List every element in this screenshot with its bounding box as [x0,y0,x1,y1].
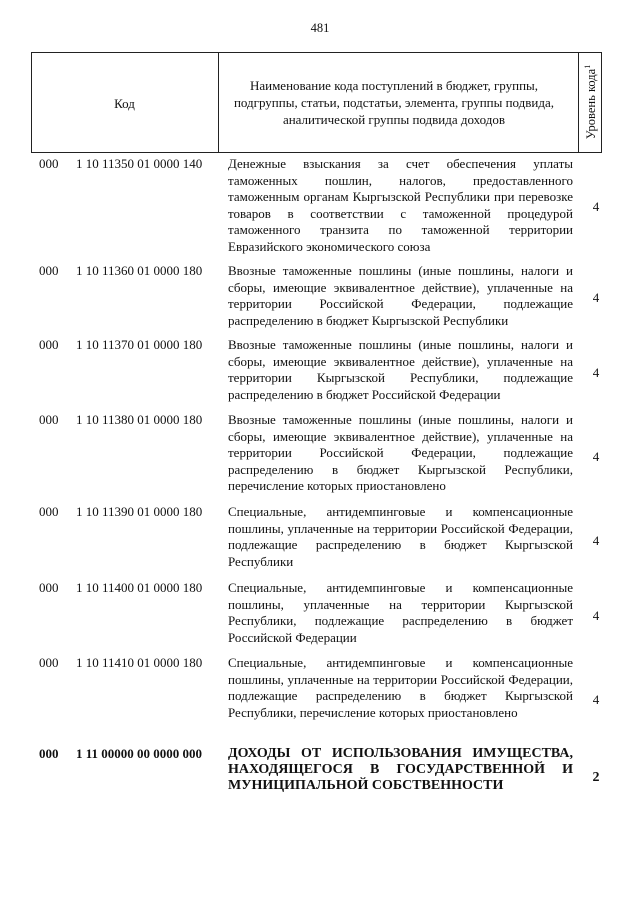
row-code: 1 10 11380 01 0000 180 [76,412,203,427]
row-prefix: 000 [39,156,59,171]
row-code: 1 10 11400 01 0000 180 [76,580,203,595]
row-level: 4 [592,365,600,380]
row-level: 4 [592,608,600,623]
page-number: 481 [310,21,330,35]
row-level: 4 [592,199,600,214]
row-level: 4 [592,692,600,707]
row-code: 1 10 11360 01 0000 180 [76,263,203,278]
row-prefix: 000 [39,655,59,670]
row-prefix: 000 [39,412,59,427]
row-prefix: 000 [39,746,59,761]
row-level: 4 [592,290,600,305]
header-name-label: Наименование кода поступлений в бюджет, группы, подгруппы, статьи, подстатьи, элемента, группы подвида, аналитической группы подвида доходов [233,78,555,127]
row-name: Ввозные таможенные пошлины (иные пошлины, налоги и сборы, имеющие эквивалентное действие), уплаченные на территории Российской Федерации, подлежащие распределению в бюджет Кыргызской Республики, перечисление которых приостановлено [228,412,573,493]
row-prefix: 000 [39,263,59,278]
header-code-label: Код [114,96,135,111]
row-level: 2 [592,770,600,785]
row-name: Денежные взыскания за счет обеспечения уплаты таможенных пошлин, налогов, предоставленного таможенным органам Кыргызской Республики при перевозке товаров в соответствии с таможенной процедурой таможенного транзита по таможенной территории Евразийского экономического союза [228,156,573,254]
header-level-cell [579,52,602,151]
row-level: 4 [592,449,600,464]
row-code: 1 10 11390 01 0000 180 [76,504,203,519]
row-name: Специальные, антидемпинговые и компенсационные пошлины, уплаченные на территории Российской Федерации, подлежащие распределению в бюджет Кыргызской Республики, перечисление которых приостановлено [228,655,573,720]
table-header [31,52,602,153]
row-code: 1 11 00000 00 0000 000 [76,746,203,761]
row-name: Ввозные таможенные пошлины (иные пошлины, налоги и сборы, имеющие эквивалентное действие), уплаченные на территории Кыргызской Республики, подлежащие распределению в бюджет Российской Федерации [228,337,573,402]
row-name: Специальные, антидемпинговые и компенсационные пошлины, уплаченные на территории Российской Федерации, подлежащие распределению в бюджет Кыргызской Республики [228,504,573,569]
row-name: Специальные, антидемпинговые и компенсационные пошлины, уплаченные на территории Кыргызской Республики, подлежащие распределению в бюджет Российской Федерации [228,580,573,645]
row-name: ДОХОДЫ ОТ ИСПОЛЬЗОВАНИЯ ИМУЩЕСТВА, НАХОДЯЩЕГОСЯ В ГОСУДАРСТВЕННОЙ И МУНИЦИПАЛЬНОЙ СОБСТВЕННОСТИ [228,746,573,793]
row-code: 1 10 11370 01 0000 180 [76,337,203,352]
row-prefix: 000 [39,580,59,595]
row-prefix: 000 [39,504,59,519]
header-divider-code [218,53,219,152]
row-prefix: 000 [39,337,59,352]
header-level-label: Уровень кода$^1$ [582,64,598,139]
row-code: 1 10 11410 01 0000 180 [76,655,203,670]
row-code: 1 10 11350 01 0000 140 [76,156,203,171]
row-level: 4 [592,533,600,548]
row-name: Ввозные таможенные пошлины (иные пошлины, налоги и сборы, имеющие эквивалентное действие), уплаченные на территории Российской Федерации, подлежащие распределению в бюджет Кыргызской Республики [228,263,573,328]
